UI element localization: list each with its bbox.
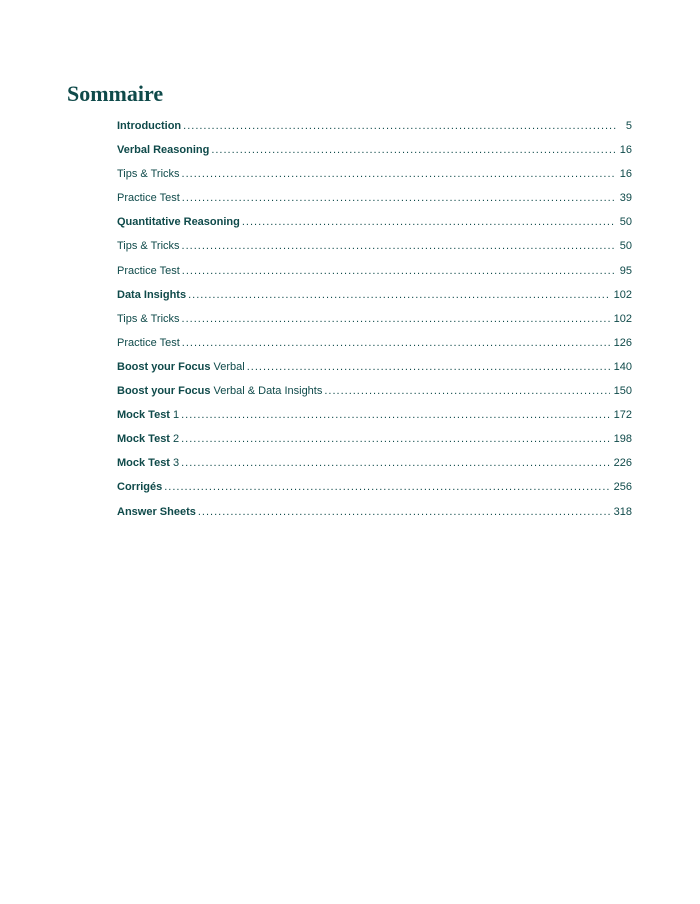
toc-entry[interactable]: [117, 337, 632, 361]
dot-leader: [182, 168, 616, 180]
toc-entry-page: 102: [613, 288, 632, 301]
toc-entry-page: 102: [613, 312, 632, 325]
dot-leader: [182, 192, 616, 204]
dot-leader: [188, 289, 610, 301]
toc-entry-page: 318: [613, 505, 632, 518]
toc-entry-title: Quantitative Reasoning: [117, 216, 240, 229]
toc-entry-page: 150: [613, 385, 632, 398]
toc-entry-page: 126: [613, 336, 632, 349]
toc-entry-page: 16: [619, 168, 632, 181]
toc-entry-title: Boost your Focus: [117, 360, 211, 373]
toc-entry-page: 50: [619, 216, 632, 229]
dot-leader: [324, 385, 609, 397]
toc-entry-page: 226: [613, 457, 632, 470]
dot-leader: [182, 265, 616, 277]
dot-leader: [211, 144, 615, 156]
toc-entry-subtitle: Verbal & Data Insights: [213, 385, 323, 398]
toc-entry-title: Boost your Focus: [117, 385, 211, 398]
dot-leader: [181, 457, 610, 469]
toc-entry[interactable]: [117, 289, 632, 313]
toc-entry[interactable]: [117, 144, 632, 168]
toc-entry-subtitle: 2: [172, 433, 180, 446]
dot-leader: [182, 337, 610, 349]
toc-entry[interactable]: [117, 192, 632, 216]
toc-entry-subtitle: Practice Test: [117, 264, 180, 277]
dot-leader: [198, 506, 610, 518]
toc-entry-subtitle: 1: [172, 409, 180, 422]
toc-entry[interactable]: [117, 313, 632, 337]
dot-leader: [182, 313, 610, 325]
toc-entry-subtitle: Practice Test: [117, 336, 180, 349]
toc-entry-title: Mock Test: [117, 433, 170, 446]
toc-entry-title: Mock Test: [117, 457, 170, 470]
toc-entry-title: Answer Sheets: [117, 505, 196, 518]
toc-entry[interactable]: [117, 481, 632, 505]
toc-entry[interactable]: [117, 120, 632, 144]
toc-entry-subtitle: Verbal: [213, 360, 245, 373]
toc-entry[interactable]: [117, 457, 632, 481]
toc-entry[interactable]: [117, 506, 632, 530]
table-of-contents: [117, 120, 632, 530]
dot-leader: [183, 120, 618, 132]
toc-entry-page: 140: [613, 360, 632, 373]
toc-entry-subtitle: Tips & Tricks: [117, 312, 180, 325]
toc-entry[interactable]: [117, 168, 632, 192]
toc-entry[interactable]: [117, 240, 632, 264]
toc-entry-page: 198: [613, 433, 632, 446]
dot-leader: [242, 216, 616, 228]
toc-entry[interactable]: [117, 385, 632, 409]
toc-entry-title: Mock Test: [117, 409, 170, 422]
toc-entry-page: 256: [613, 481, 632, 494]
toc-entry[interactable]: [117, 409, 632, 433]
toc-entry-title: Verbal Reasoning: [117, 144, 210, 157]
dot-leader: [164, 481, 609, 493]
toc-entry-subtitle: Practice Test: [117, 192, 180, 205]
toc-entry-page: 16: [619, 144, 632, 157]
toc-entry-title: Data Insights: [117, 288, 187, 301]
dot-leader: [182, 240, 616, 252]
toc-entry-title: Corrigés: [117, 481, 163, 494]
dot-leader: [181, 433, 610, 445]
toc-entry-subtitle: Tips & Tricks: [117, 240, 180, 253]
page-title: Sommaire: [67, 81, 164, 106]
toc-entry[interactable]: [117, 216, 632, 240]
toc-entry-title: Introduction: [117, 120, 182, 132]
toc-entry-page: 172: [613, 409, 632, 422]
toc-entry-subtitle: Tips & Tricks: [117, 168, 180, 181]
toc-entry[interactable]: [117, 265, 632, 289]
toc-entry-page: 50: [619, 240, 632, 253]
dot-leader: [247, 361, 610, 373]
toc-entry[interactable]: [117, 361, 632, 385]
toc-entry-subtitle: 3: [172, 457, 180, 470]
toc-entry-page: 39: [619, 192, 632, 205]
toc-entry-page: 5: [625, 120, 632, 132]
toc-entry[interactable]: [117, 433, 632, 457]
toc-entry-page: 95: [619, 264, 632, 277]
dot-leader: [181, 409, 610, 421]
